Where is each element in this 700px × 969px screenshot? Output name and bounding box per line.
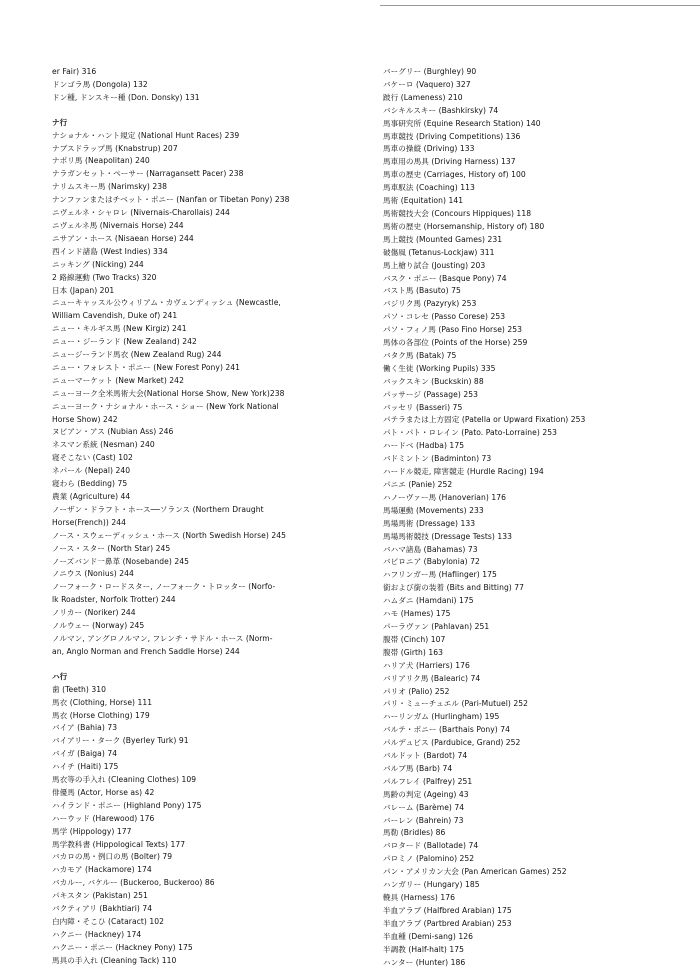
- index-entry: パーラヴァン (Pahlavan) 251: [383, 621, 490, 631]
- index-entry: ハモ (Hames) 175: [383, 609, 451, 619]
- index-entry: ヌビアン・アス (Nubian Ass) 246: [52, 427, 174, 437]
- index-entry: 馬場馬術競技 (Dressage Tests) 133: [383, 531, 513, 541]
- index-entry: 腹帯 (Cinch) 107: [383, 634, 446, 644]
- index-entry: パッサージ (Passage) 253: [383, 389, 478, 399]
- index-entry: パリ・ミューチュエル (Pari-Mutuel) 252: [383, 699, 529, 709]
- index-entry: バシキルスキー (Bashkirsky) 74: [383, 105, 499, 115]
- index-entry: 馬学 (Hippology) 177: [52, 826, 132, 836]
- index-column-left: [52, 66, 362, 968]
- index-entry: パソ・フィノ馬 (Paso Fino Horse) 253: [383, 325, 523, 335]
- index-entry: 馬場運動 (Movements) 233: [383, 505, 484, 515]
- index-entry: ハカモア (Hackamore) 174: [52, 865, 152, 875]
- section-heading: ナ行: [52, 117, 68, 127]
- index-entry: バカロの馬・例口の馬 (Bolter) 79: [52, 852, 173, 862]
- index-entry: ニューヨーク全米馬術大会(National Horse Show, New York)238: [52, 388, 285, 398]
- index-entry: ニュー・フォレスト・ポニー (New Forest Pony) 241: [52, 362, 241, 372]
- index-entry: パン・アメリカン大会 (Pan American Games) 252: [383, 867, 567, 877]
- index-entry: 輓具 (Harness) 176: [383, 893, 455, 902]
- index-entry: 腹帯 (Girth) 163: [383, 647, 444, 657]
- index-entry: lk Roadster, Norfolk Trotter) 244: [52, 595, 176, 605]
- index-entry: バジリク馬 (Pazyryk) 253: [383, 299, 477, 309]
- index-entry: バハマ諸島 (Bahamas) 73: [383, 544, 478, 554]
- index-entry: 銜および銜の装着 (Bits and Bitting) 77: [383, 583, 525, 593]
- index-entry: ニヴェルネ・シャロレ (Nivernais-Charollais) 244: [52, 208, 230, 218]
- index-entry: er Fair) 316: [52, 67, 97, 76]
- index-entry: ドン種, ドンスキー種 (Don. Donsky) 131: [52, 92, 200, 102]
- index-entry: 馬齢の判定 (Ageing) 43: [383, 789, 469, 799]
- index-entry: ニヴェルネ馬 (Nivernais Horse) 244: [52, 220, 184, 230]
- index-entry: 馬衣等の手入れ (Cleaning Clothes) 109: [52, 775, 197, 785]
- index-entry: パリオ (Palio) 252: [383, 686, 450, 696]
- index-entry: ハードル競走, 障害競走 (Hurdle Racing) 194: [383, 467, 544, 477]
- index-entry: パト・パト・ロレイン (Pato. Pato-Lorraine) 253: [383, 428, 558, 438]
- index-entry: ハンター (Hunter) 186: [383, 957, 466, 967]
- index-entry: 歯 (Teeth) 310: [52, 684, 106, 694]
- index-entry: 半血アラブ (Partbred Arabian) 253: [383, 918, 512, 928]
- index-entry: ニュー・ジーランド (New Zealand) 242: [52, 337, 197, 347]
- index-entry: Horse(French)) 244: [52, 517, 127, 527]
- index-entry: バルテ・ポニー (Barthais Pony) 74: [383, 725, 511, 735]
- index-entry: 跛行 (Lameness) 210: [383, 92, 463, 102]
- index-entry: ハクニー・ポニー (Hackney Pony) 175: [52, 942, 193, 952]
- index-entry: 馬体の各部位 (Points of the Horse) 259: [383, 338, 528, 348]
- index-entry: an, Anglo Norman and French Saddle Horse) 244: [52, 646, 240, 656]
- index-entry: ハンガリー (Hungary) 185: [383, 880, 480, 890]
- index-entry: バーレン (Bahrein) 73: [383, 815, 464, 825]
- index-entry: ドンゴラ馬 (Dongola) 132: [52, 79, 148, 89]
- index-entry: ハイランド・ポニー (Highland Pony) 175: [52, 800, 202, 810]
- index-entry: 馬車馭法 (Coaching) 113: [383, 183, 475, 193]
- index-entry: バロタード (Ballotade) 74: [383, 841, 479, 851]
- index-entry: 日本 (Japan) 201: [52, 285, 115, 295]
- index-entry: ナンファンまたはチベット・ポニー (Nanfan or Tibetan Pony) 238: [52, 195, 290, 205]
- index-entry: ネスマン系統 (Nesman) 240: [52, 440, 155, 450]
- index-entry: 半調教 (Half-halt) 175: [383, 944, 465, 954]
- index-entry: ナブスドラップ馬 (Knabstrup) 207: [52, 143, 178, 153]
- index-entry: 馬車の操縦 (Driving) 133: [383, 144, 475, 154]
- index-column-right: [383, 66, 683, 969]
- index-entry: ハリア犬 (Harriers) 176: [383, 660, 470, 670]
- index-entry: バクティアリ (Bakhtiari) 74: [52, 904, 153, 914]
- index-entry: 馬術競技大会 (Concours Hippiques) 118: [383, 208, 532, 218]
- index-entry: ニッキング (Nicking) 244: [52, 259, 144, 269]
- index-entry: バルドット (Bardot) 74: [383, 751, 468, 761]
- index-entry: パキスタン (Pakistan) 251: [52, 891, 148, 901]
- index-entry: バイアリー・ターク (Byerley Turk) 91: [52, 736, 189, 746]
- index-entry: バイガ (Baiga) 74: [52, 749, 118, 759]
- index-entry: 馬車用の馬具 (Driving Harness) 137: [383, 157, 516, 167]
- index-entry: ノルウェー (Norway) 245: [52, 621, 145, 631]
- index-entry: ニューマーケット (New Market) 242: [52, 375, 184, 385]
- index-entry: バルブ馬 (Barb) 74: [383, 763, 453, 773]
- index-entry: 馬具の手入れ (Cleaning Tack) 110: [52, 955, 177, 965]
- index-entry: 働く生徒 (Working Pupils) 335: [383, 363, 496, 373]
- index-entry: ニュージーランド馬衣 (New Zealand Rug) 244: [52, 350, 222, 360]
- index-entry: バスク・ポニー (Basque Pony) 74: [383, 273, 507, 283]
- index-entry: バカルー, バケルー (Buckeroo, Buckeroo) 86: [52, 878, 215, 888]
- index-entry: ノーフォーク・ロードスター, ノーフォーク・トロッター (Norfo-: [52, 582, 276, 592]
- index-entry: ハーリンガム (Hurlingham) 195: [383, 712, 500, 722]
- index-entry: ハクニー (Hackney) 174: [52, 929, 142, 939]
- index-entry: 馬場馬術 (Dressage) 133: [383, 518, 476, 528]
- index-entry: バタク馬 (Batak) 75: [383, 350, 457, 360]
- index-entry: ハノーヴァー馬 (Hanoverian) 176: [383, 492, 506, 502]
- index-entry: ノニウス (Nonius) 244: [52, 569, 134, 579]
- index-entry: パニエ (Panie) 252: [383, 480, 453, 489]
- index-entry: 馬勒 (Bridles) 86: [383, 828, 446, 838]
- index-entry: ノース・スウェーディッシュ・ホース (North Swedish Horse) 245: [52, 530, 287, 540]
- index-entry: ニューキャッスル公ウィリアム・カヴェンディッシュ (Newcastle,: [52, 298, 281, 308]
- index-entry: バリアリク馬 (Balearic) 74: [383, 673, 481, 683]
- index-entry: Horse Show) 242: [52, 414, 118, 424]
- index-entry: バビロニア (Babylonia) 72: [383, 557, 480, 567]
- index-entry: バッセリ (Basseri) 75: [383, 402, 463, 412]
- index-entry: 馬術 (Equitation) 141: [383, 196, 464, 206]
- index-entry: 寝そこない (Cast) 102: [52, 453, 133, 463]
- index-entry: 農業 (Agriculture) 44: [52, 492, 131, 501]
- index-entry: 寝わら (Bedding) 75: [52, 479, 128, 489]
- index-entry: ハフリンガー馬 (Haflinger) 175: [383, 570, 497, 580]
- top-rule: [380, 5, 700, 6]
- index-entry: パテラまたは上方固定 (Patella or Upward Fixation) 253: [383, 415, 586, 425]
- index-entry: ハーウッド (Harewood) 176: [52, 813, 155, 823]
- index-entry: パロミノ (Palomino) 252: [383, 854, 475, 864]
- index-entry: バイア (Bahia) 73: [52, 723, 118, 733]
- index-entry: ノリカー (Noriker) 244: [52, 608, 136, 618]
- index-entry: 馬術の歴史 (Horsemanship, History of) 180: [383, 221, 545, 231]
- index-entry: ナラガンセット・ペーサー (Narragansett Pacer) 238: [52, 169, 244, 179]
- index-entry: 俳優馬 (Actor, Horse as) 42: [52, 787, 155, 797]
- index-entry: ハイチ (Haiti) 175: [52, 762, 119, 772]
- index-entry: パルフレイ (Palfrey) 251: [383, 776, 473, 786]
- index-entry: ノルマン, アングロノルマン, フレンチ・サドル・ホース (Norm-: [52, 633, 273, 643]
- index-entry: バスト馬 (Basuto) 75: [383, 286, 461, 296]
- index-entry: 馬上競技 (Mounted Games) 231: [383, 234, 503, 244]
- index-entry: ノース・スター (North Star) 245: [52, 543, 171, 553]
- index-entry: ニューヨーク・ナショナル・ホース・ショー (New York National: [52, 401, 279, 411]
- index-entry: バケーロ (Vaquero) 327: [383, 79, 471, 89]
- index-entry: バドミントン (Badminton) 73: [383, 454, 492, 464]
- index-entry: ナポリ馬 (Neapolitan) 240: [52, 156, 150, 166]
- index-entry: ニサアン・ホース (Nisaean Horse) 244: [52, 233, 194, 243]
- index-entry: 半血種 (Demi-sang) 126: [383, 931, 473, 941]
- index-entry: バーグリー (Burghley) 90: [383, 67, 477, 76]
- index-entry: パルデュビス (Pardubice, Grand) 252: [383, 738, 521, 748]
- index-entry: 馬学教科書 (Hippological Texts) 177: [52, 839, 186, 849]
- index-entry: ネパール (Nepal) 240: [52, 466, 131, 476]
- index-entry: William Cavendish, Duke of) 241: [52, 311, 178, 321]
- index-entry: 西インド諸島 (West Indies) 334: [52, 246, 168, 256]
- index-entry: 2 路線運動 (Two Tracks) 320: [52, 272, 157, 282]
- index-entry: 馬事研究所 (Equine Research Station) 140: [383, 118, 541, 128]
- index-entry: 馬車の歴史 (Carriages, History of) 100: [383, 170, 526, 180]
- index-entry: バレーム (Barème) 74: [383, 802, 465, 812]
- index-entry: ノーザン・ドラフト・ホース──ソランス (Northern Draught: [52, 504, 264, 514]
- index-entry: 破傷風 (Tetanus-Lockjaw) 311: [383, 247, 495, 257]
- index-entry: ナリムスキー馬 (Narimsky) 238: [52, 182, 168, 192]
- index-entry: 半血アラブ (Halfbred Arabian) 175: [383, 905, 512, 915]
- index-entry: ハードベ (Hadba) 175: [383, 441, 465, 451]
- section-heading: ハ行: [52, 671, 68, 681]
- index-entry: ナショナル・ハント規定 (National Hunt Races) 239: [52, 130, 240, 140]
- index-entry: 白内障・そこひ (Cataract) 102: [52, 917, 165, 926]
- index-entry: 馬衣 (Horse Clothing) 179: [52, 710, 150, 720]
- index-entry: 馬衣 (Clothing, Horse) 111: [52, 697, 153, 707]
- index-entry: バックスキン (Buckskin) 88: [383, 376, 484, 386]
- index-entry: ハムダニ (Hamdani) 175: [383, 596, 474, 606]
- index-entry: パソ・コレセ (Passo Corese) 253: [383, 312, 506, 322]
- index-entry: ノーズバンド一鼻革 (Nosebande) 245: [52, 556, 189, 566]
- index-entry: ニュー・キルギス馬 (New Kirgiz) 241: [52, 324, 187, 334]
- index-entry: 馬車競技 (Driving Competitions) 136: [383, 131, 521, 141]
- index-entry: 馬上槍り試合 (Jousting) 203: [383, 260, 486, 270]
